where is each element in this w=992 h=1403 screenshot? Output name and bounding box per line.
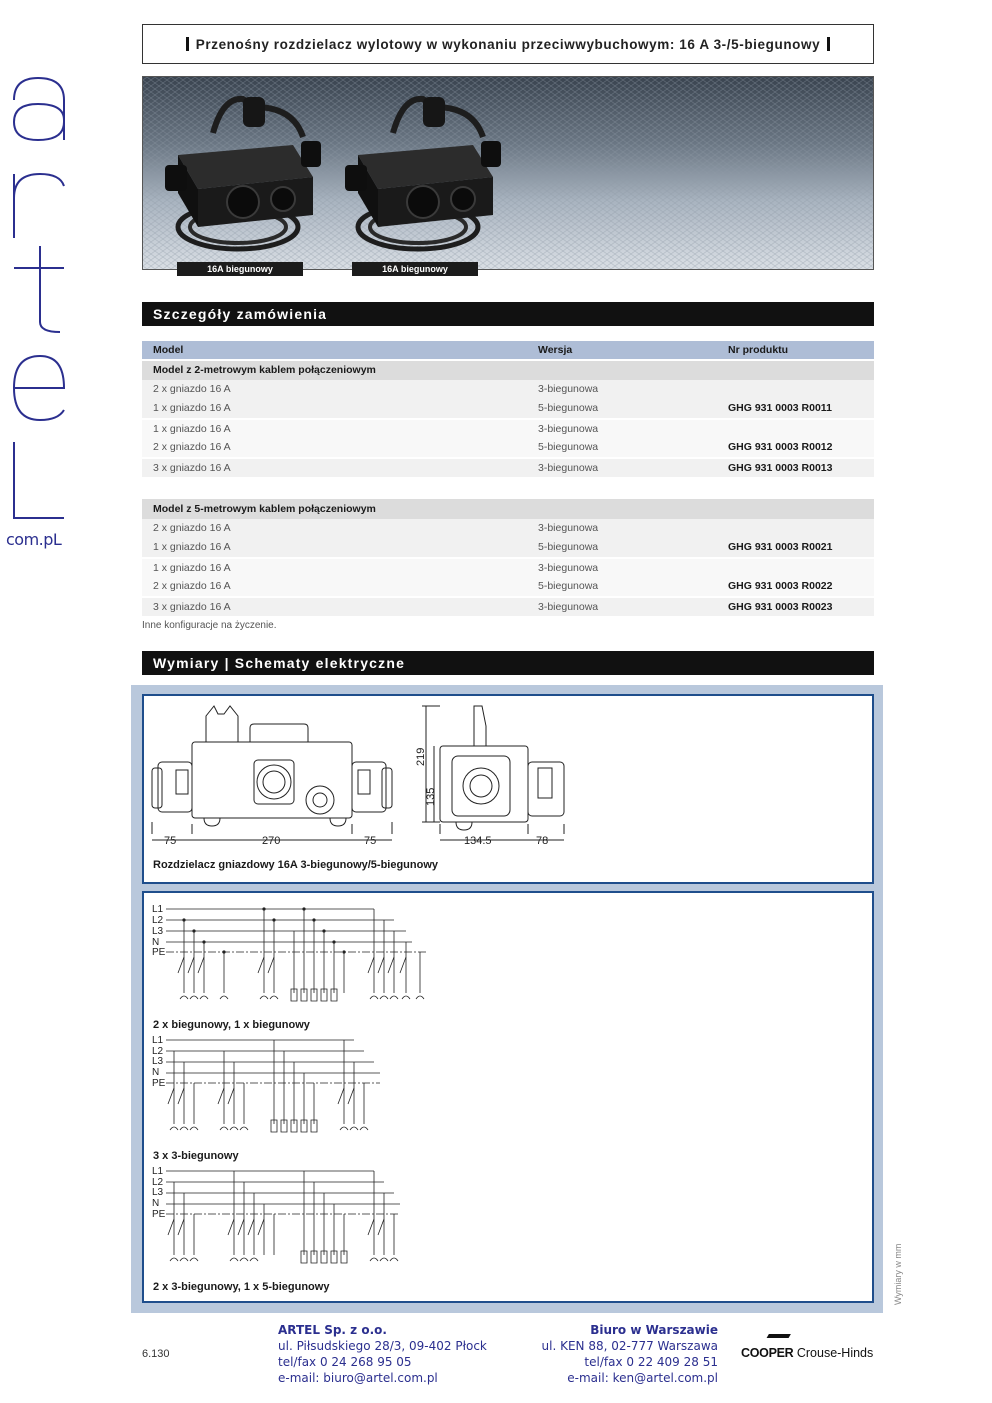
bus-label-pe: PE <box>152 1078 166 1089</box>
cell-model: 3 x gniazdo 16 A <box>142 597 532 617</box>
cell-version: 3-biegunowa <box>532 558 722 578</box>
cell-version: 3-biegunowa <box>532 380 722 400</box>
cell-version: 5-biegunowa <box>532 577 722 597</box>
cooper-logo-rest: Crouse-Hinds <box>793 1346 874 1360</box>
units-note: Wymiary w mm <box>893 1243 903 1305</box>
cell-model: 2 x gniazdo 16 A <box>142 519 532 539</box>
table-row <box>142 519 874 539</box>
bus-label-pe: PE <box>152 947 166 958</box>
cell-version: 3-biegunowa <box>532 519 722 539</box>
bus-label-l1: L1 <box>152 1166 164 1177</box>
group-title: Model z 2-metrowym kablem połączeniowym <box>142 360 874 380</box>
cell-product-no: GHG 931 0003 R0022 <box>722 577 874 597</box>
schematic-caption-1: 2 x biegunowy, 1 x biegunowy <box>153 1019 310 1031</box>
cell-version: 3-biegunowa <box>532 458 722 478</box>
dim-left-width: 75 <box>164 835 177 847</box>
office-warsaw-phone: tel/fax 0 22 409 28 51 <box>584 1355 718 1369</box>
office-plock <box>278 1322 487 1386</box>
cooper-logo-icon <box>763 1334 791 1344</box>
page-title-text: Przenośny rozdzielacz wylotowy w wykonaniu przeciwwybuchowym: 16 A 3-/5-biegunowy <box>195 36 821 52</box>
order-section-heading: Szczegóły zamówienia <box>142 302 874 326</box>
footer <box>0 1320 992 1400</box>
bus-label-l3: L3 <box>152 926 164 937</box>
office-warsaw-name: Biuro w Warszawie <box>590 1323 718 1337</box>
product-photo <box>142 76 874 270</box>
cell-model: 1 x gniazdo 16 A <box>142 419 532 439</box>
cell-version: 3-biegunowa <box>532 419 722 439</box>
title-bar-left <box>186 37 189 51</box>
cell-model: 1 x gniazdo 16 A <box>142 558 532 578</box>
bus-label-l1: L1 <box>152 904 164 915</box>
cell-product-no: GHG 931 0003 R0021 <box>722 538 874 558</box>
photo-tag-2: 16A biegunowy <box>352 262 478 276</box>
dims-section-heading: Wymiary | Schematy elektryczne <box>142 651 874 675</box>
bus-label-l2: L2 <box>152 1177 164 1188</box>
cell-product-no: GHG 931 0003 R0023 <box>722 597 874 617</box>
cooper-logo-bold: COOPER <box>741 1346 794 1360</box>
order-table <box>142 341 874 477</box>
bus-label-l3: L3 <box>152 1187 164 1198</box>
dim-right-width: 75 <box>364 835 377 847</box>
dimension-drawing <box>144 696 872 856</box>
table-row <box>142 438 874 458</box>
schematic-caption-3: 2 x 3-biegunowy, 1 x 5-biegunowy <box>153 1281 330 1293</box>
page-title <box>142 24 874 64</box>
cell-product-no <box>722 380 874 400</box>
order-table-header <box>142 341 874 360</box>
group-title: Model z 5-metrowym kablem połączeniowym <box>142 499 874 519</box>
cell-product-no <box>722 519 874 539</box>
product-photo-graphic <box>143 77 874 270</box>
bus-label-n: N <box>152 1067 160 1078</box>
cell-model: 1 x gniazdo 16 A <box>142 538 532 558</box>
title-bar-right <box>827 37 830 51</box>
artel-logo <box>0 70 80 555</box>
cell-product-no: GHG 931 0003 R0011 <box>722 399 874 419</box>
bus-label-n: N <box>152 1198 160 1209</box>
office-plock-name: ARTEL Sp. z o.o. <box>278 1323 387 1337</box>
cell-product-no: GHG 931 0003 R0013 <box>722 458 874 478</box>
cell-model: 3 x gniazdo 16 A <box>142 458 532 478</box>
config-note: Inne konfiguracje na życzenie. <box>142 620 277 631</box>
dim-total-height: 219 <box>415 747 427 766</box>
table-row <box>142 419 874 439</box>
cell-model: 2 x gniazdo 16 A <box>142 438 532 458</box>
cell-version: 5-biegunowa <box>532 538 722 558</box>
table-row <box>142 558 874 578</box>
table-row <box>142 538 874 558</box>
bus-label-n: N <box>152 937 160 948</box>
cell-model: 2 x gniazdo 16 A <box>142 577 532 597</box>
dim-body-depth: 134.5 <box>464 835 492 847</box>
page-number: 6.130 <box>142 1348 170 1360</box>
schematic-caption-2: 3 x 3-biegunowy <box>153 1150 239 1162</box>
col-product-no: Nr produktu <box>722 341 874 360</box>
cell-model: 2 x gniazdo 16 A <box>142 380 532 400</box>
office-plock-email[interactable]: e-mail: biuro@artel.com.pl <box>278 1371 438 1385</box>
cell-version: 5-biegunowa <box>532 399 722 419</box>
office-warsaw-street: ul. KEN 88, 02-777 Warszawa <box>541 1339 718 1353</box>
wiring-schematics <box>144 893 872 1301</box>
table-row <box>142 577 874 597</box>
table-row <box>142 399 874 419</box>
bus-label-l2: L2 <box>152 1046 164 1057</box>
photo-tag-1: 16A biegunowy <box>177 262 303 276</box>
bus-label-l1: L1 <box>152 1035 164 1046</box>
office-warsaw-email[interactable]: e-mail: ken@artel.com.pl <box>567 1371 718 1385</box>
group-title-row <box>142 499 874 519</box>
cell-version: 5-biegunowa <box>532 438 722 458</box>
table-row <box>142 380 874 400</box>
col-model: Model <box>142 341 532 360</box>
cell-product-no: GHG 931 0003 R0012 <box>722 438 874 458</box>
bus-label-l3: L3 <box>152 1056 164 1067</box>
cell-product-no <box>722 419 874 439</box>
office-plock-phone: tel/fax 0 24 268 95 05 <box>278 1355 412 1369</box>
dim-mid-width: 270 <box>262 835 281 847</box>
office-plock-street: ul. Piłsudskiego 28/3, 09-402 Płock <box>278 1339 487 1353</box>
order-table-2 <box>142 499 874 616</box>
bus-label-l2: L2 <box>152 915 164 926</box>
artel-domain: com.pL <box>6 530 62 549</box>
schematics-panel <box>142 891 874 1303</box>
office-warsaw <box>520 1322 718 1386</box>
table-row <box>142 458 874 478</box>
col-version: Wersja <box>532 341 722 360</box>
cell-model: 1 x gniazdo 16 A <box>142 399 532 419</box>
artel-logo-graphic <box>0 70 80 550</box>
dim-right-depth: 78 <box>536 835 549 847</box>
cell-product-no <box>722 558 874 578</box>
cell-version: 3-biegunowa <box>532 597 722 617</box>
group-title-row <box>142 360 874 380</box>
dimension-drawing-panel <box>142 694 874 884</box>
dim-body-height: 135 <box>425 787 437 806</box>
cooper-logo <box>741 1346 873 1360</box>
table-row <box>142 597 874 617</box>
drawing-caption: Rozdzielacz gniazdowy 16A 3-biegunowy/5-biegunowy <box>153 859 439 871</box>
bus-label-pe: PE <box>152 1209 166 1220</box>
